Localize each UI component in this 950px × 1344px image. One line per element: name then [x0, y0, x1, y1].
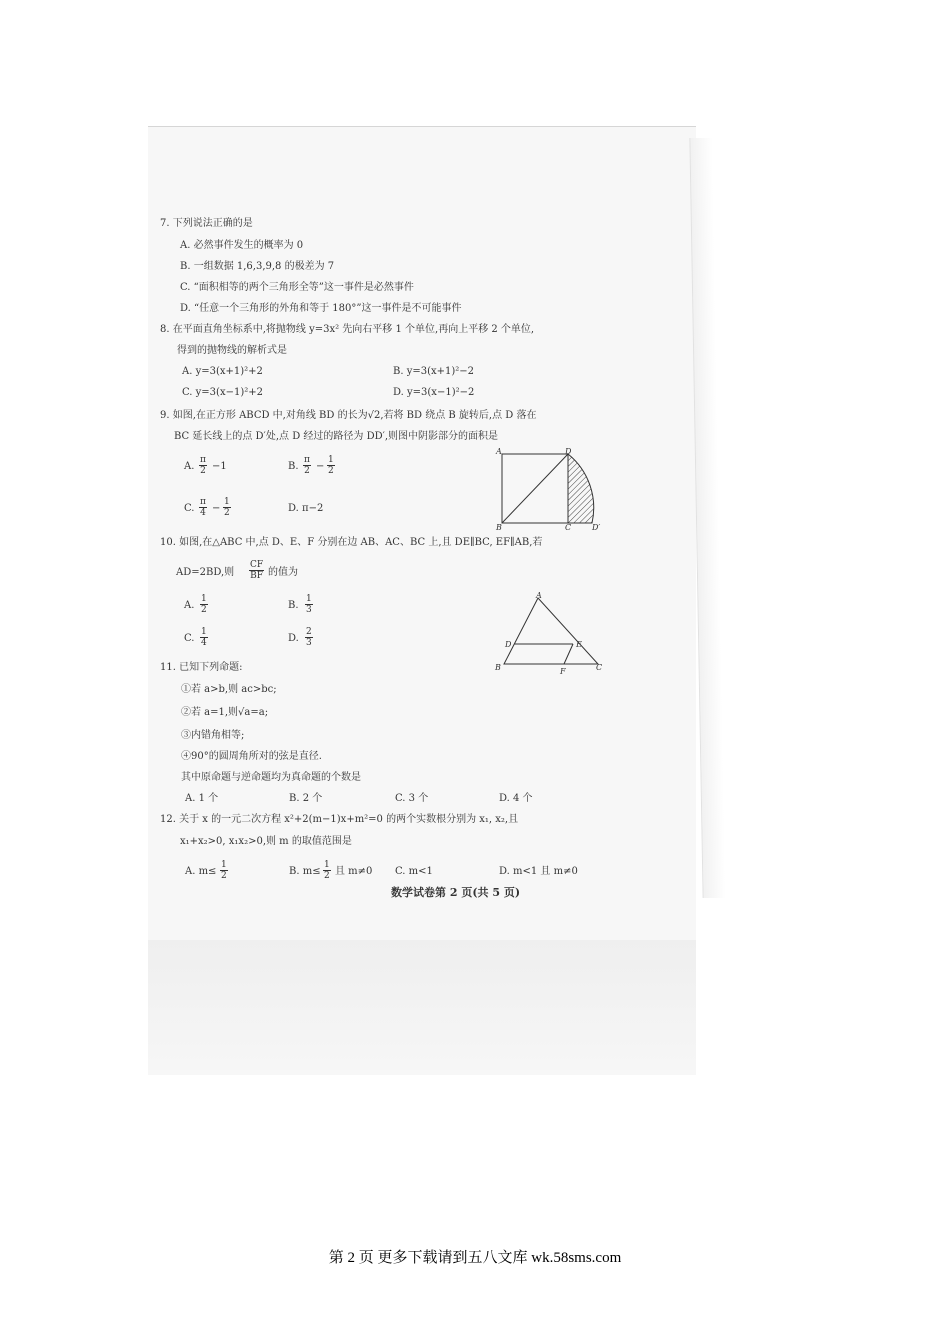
q10-triangle-figure: [490, 590, 608, 678]
q11-option-b: B. 2 个: [289, 793, 323, 804]
q10-label-f: F: [560, 667, 566, 676]
q9-b-den2: 2: [328, 466, 334, 476]
q12-option-c: C. m<1: [395, 866, 433, 877]
q10-label-b: B: [495, 663, 501, 672]
q12-option-b-fraction: [323, 860, 331, 881]
q11-proposition-4: ④90°的圆周角所对的弦是直径.: [181, 751, 322, 762]
q10-ratio-num: CF: [250, 560, 264, 570]
q11-option-c: C. 3 个: [395, 793, 429, 804]
scan-page-footer: 数学试卷第 2 页(共 5 页): [391, 886, 521, 899]
q10-stem-line2b: 的值为: [268, 567, 298, 578]
q10-label-d: D: [505, 640, 512, 649]
q7-option-d: D. “任意一个三角形的外角和等于 180°”这一事件是不可能事件: [180, 303, 462, 314]
q10-option-b-label: B.: [288, 600, 299, 611]
q12-option-d: D. m<1 且 m≠0: [499, 866, 578, 877]
q7-stem: 7. 下列说法正确的是: [160, 218, 253, 229]
q11-option-d: D. 4 个: [499, 793, 533, 804]
q12-b-den: 2: [324, 871, 330, 881]
q10-option-c-label: C.: [184, 633, 195, 644]
q8-option-b: B. y=3(x+1)²−2: [393, 366, 475, 377]
scan-shadow: [148, 940, 696, 1070]
q9-stem-line2: BC 延长线上的点 D′处,点 D 经过的路径为 DD′,则图中阴影部分的面积是: [174, 431, 499, 442]
q10-stem-line2a: AD=2BD,则: [176, 567, 235, 578]
q10-ratio-den: BF: [250, 571, 263, 581]
q8-option-d: D. y=3(x−1)²−2: [393, 387, 475, 398]
q10-option-a-fraction: [200, 594, 208, 615]
q10-option-a-label: A.: [184, 600, 195, 611]
q12-option-a-fraction: [220, 860, 228, 881]
q9-label-c: C: [565, 523, 572, 532]
q12-option-b-label: B. m≤: [289, 866, 321, 877]
q11-proposition-1: ①若 a>b,则 ac>bc;: [181, 684, 277, 695]
q9-option-b-minus: −: [316, 461, 325, 472]
q11-stem: 11. 已知下列命题:: [160, 662, 243, 673]
q9-diagonal-bd: [502, 454, 568, 523]
q9-a-den: 2: [200, 466, 206, 476]
q10-b-den: 3: [306, 605, 312, 615]
q8-stem-line2: 得到的抛物线的解析式是: [177, 345, 287, 356]
q10-label-e: E: [576, 640, 582, 649]
q10-option-b-fraction: [305, 594, 313, 615]
q9-label-b: B: [496, 523, 502, 532]
q10-c-num: 1: [201, 627, 207, 637]
q8-option-c: C. y=3(x−1)²+2: [182, 387, 263, 398]
q11-proposition-2: ②若 a=1,则√a=a;: [181, 707, 269, 718]
q9-option-b-fraction1: [303, 455, 311, 476]
q9-label-d-prime: D′: [592, 523, 601, 532]
q11-question: 其中原命题与逆命题均为真命题的个数是: [181, 772, 361, 783]
q11-proposition-3: ③内错角相等;: [181, 730, 245, 741]
q9-option-b-fraction2: [327, 455, 335, 476]
q7-option-c: C. “面积相等的两个三角形全等”这一事件是必然事件: [180, 282, 414, 293]
q10-triangle-abc: [504, 598, 598, 664]
q12-stem-line1: 12. 关于 x 的一元二次方程 x²+2(m−1)x+m²=0 的两个实数根分别为 x₁, x₂,且: [160, 814, 519, 825]
q10-b-num: 1: [306, 594, 312, 604]
q9-option-c-minus: −: [212, 503, 221, 514]
q8-stem-line1: 8. 在平面直角坐标系中,将抛物线 y=3x² 先向右平移 1 个单位,再向上平移 2 个单位,: [160, 324, 535, 335]
q9-option-c-label: C.: [184, 503, 195, 514]
q9-b-den: 2: [304, 466, 310, 476]
q10-ratio-fraction: [249, 560, 264, 581]
q11-option-a: A. 1 个: [185, 793, 219, 804]
q12-option-b-tail: 且 m≠0: [335, 866, 373, 877]
q10-stem-line1: 10. 如图,在△ABC 中,点 D、E、F 分别在边 AB、AC、BC 上,且 DE∥BC, EF∥AB,若: [160, 537, 543, 548]
q7-option-a: A. 必然事件发生的概率为 0: [180, 240, 304, 251]
q9-c-num2: 1: [224, 497, 230, 507]
q10-d-den: 3: [306, 638, 312, 648]
q9-c-den: 4: [200, 508, 206, 518]
q9-option-c-fraction1: [199, 497, 207, 518]
document-footer: 第 2 页 更多下载请到五八文库 wk.58sms.com: [328, 1250, 622, 1266]
q9-b-num: π: [304, 455, 310, 465]
q9-option-c-fraction2: [223, 497, 231, 518]
q9-stem-line1: 9. 如图,在正方形 ABCD 中,对角线 BD 的长为√2,若将 BD 绕点 B 旋转后,点 D 落在: [160, 410, 537, 421]
q10-d-num: 2: [306, 627, 312, 637]
q9-option-a-tail: −1: [212, 461, 227, 472]
q12-stem-line2: x₁+x₂>0, x₁x₂>0,则 m 的取值范围是: [180, 836, 352, 847]
q9-shaded-region: [568, 454, 594, 523]
q9-option-b-label: B.: [288, 461, 299, 472]
q10-a-den: 2: [201, 605, 207, 615]
q8-option-a: A. y=3(x+1)²+2: [182, 366, 263, 377]
q9-option-a-fraction: [199, 455, 207, 476]
q9-a-num: π: [200, 455, 206, 465]
q10-label-c: C: [596, 663, 603, 672]
q10-label-a: A: [536, 591, 542, 600]
q9-c-den2: 2: [224, 508, 230, 518]
q9-c-num: π: [200, 497, 206, 507]
q9-label-d: D: [565, 447, 572, 456]
q10-a-num: 1: [201, 594, 207, 604]
q12-a-den: 2: [221, 871, 227, 881]
q10-option-d-label: D.: [288, 633, 299, 644]
q12-option-a-label: A. m≤: [185, 866, 217, 877]
q12-b-num: 1: [324, 860, 330, 870]
q9-square-figure: [492, 446, 608, 532]
q10-option-d-fraction: [305, 627, 313, 648]
q10-option-c-fraction: [200, 627, 208, 648]
q7-option-b: B. 一组数据 1,6,3,9,8 的极差为 7: [180, 261, 335, 272]
q10-c-den: 4: [201, 638, 207, 648]
q10-segment-ef: [564, 644, 573, 664]
q9-option-a-label: A.: [184, 461, 195, 472]
q12-a-num: 1: [221, 860, 227, 870]
q9-option-d: D. π−2: [288, 503, 324, 514]
q9-label-a: A: [496, 447, 502, 456]
q9-b-num2: 1: [328, 455, 334, 465]
